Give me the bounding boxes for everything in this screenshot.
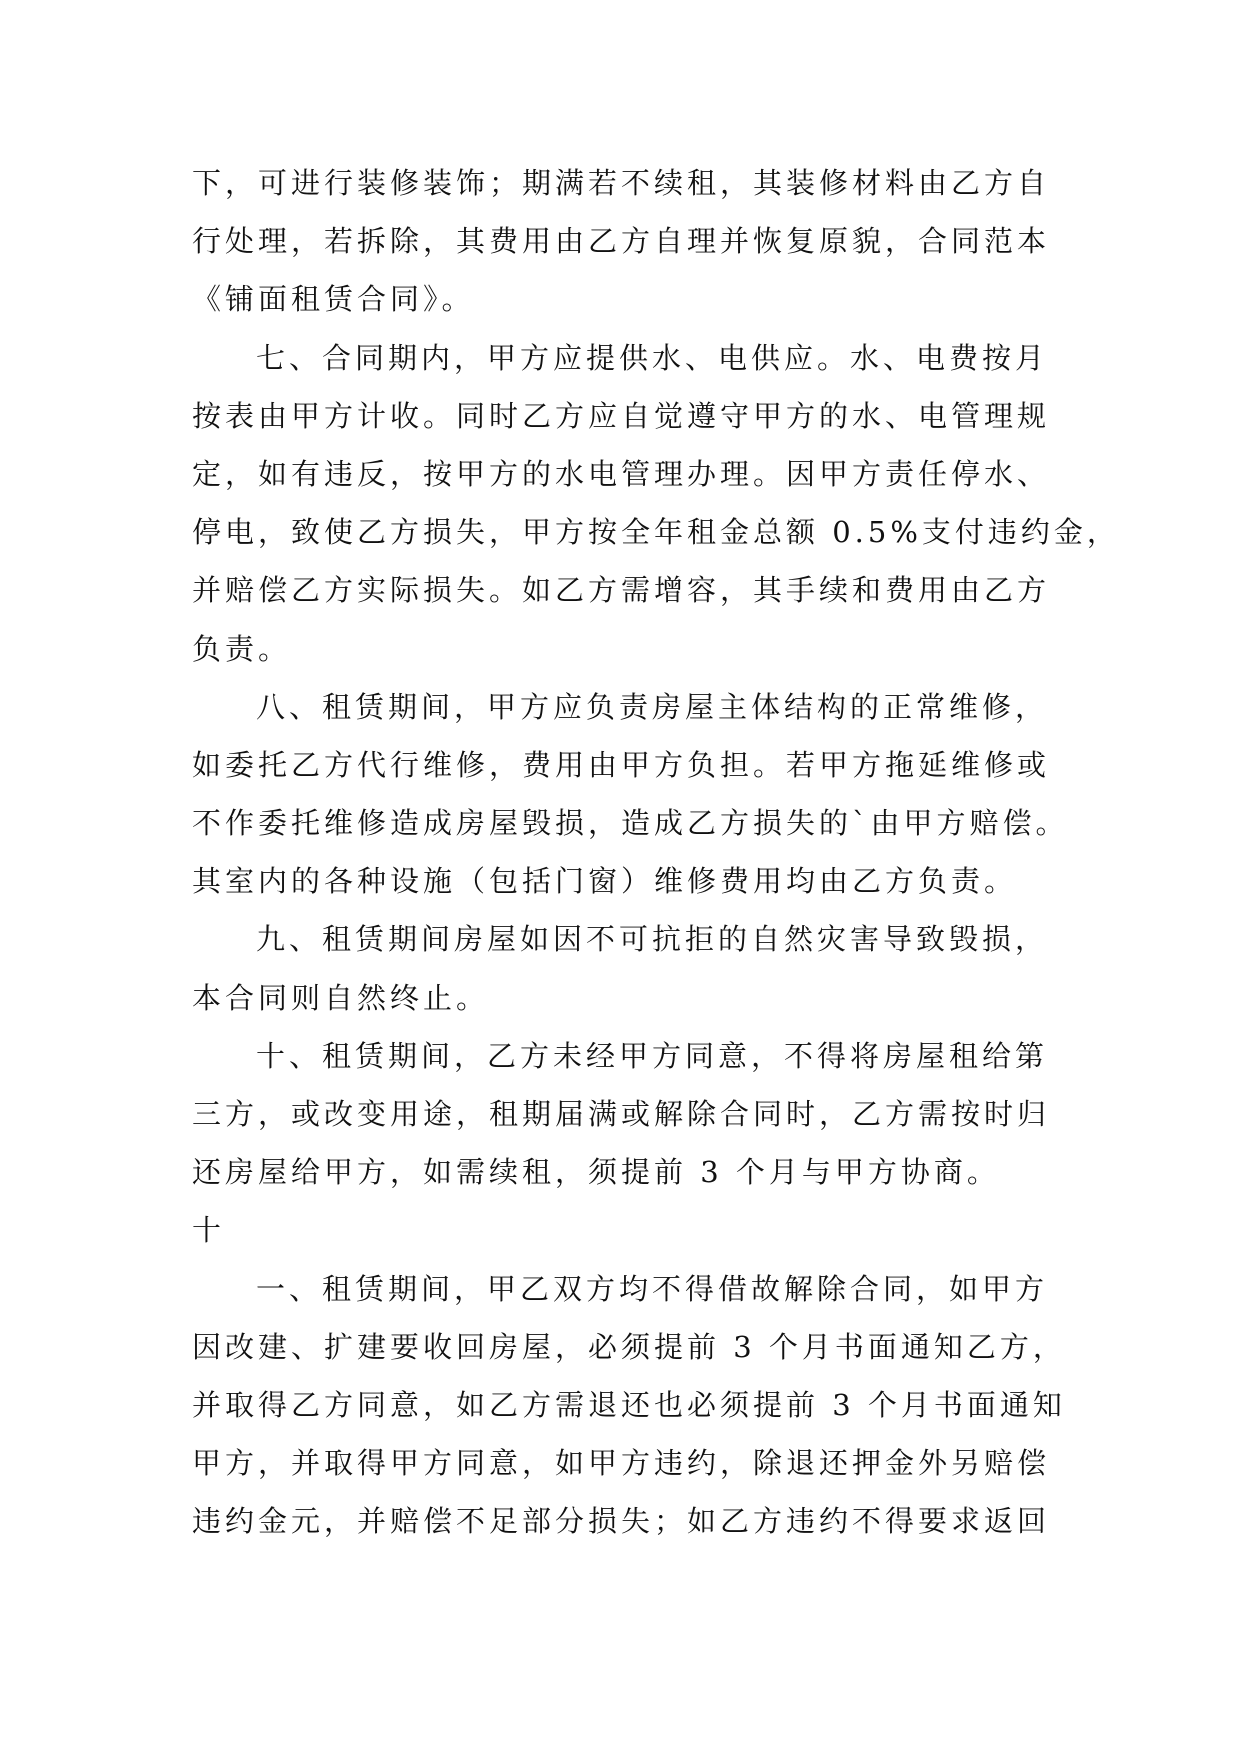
clause-7-heading-line: 七、合同期内，甲方应提供水、电供应。水、电费按月	[256, 340, 1049, 375]
text-line: 负责。	[192, 631, 292, 666]
text-line: 本合同则自然终止。	[192, 980, 490, 1015]
text-line: 下，可进行装修装饰；期满若不续租，其装修材料由乙方自	[192, 166, 1051, 200]
text-line: 行处理，若拆除，其费用由乙方自理并恢复原貌，合同范本	[192, 224, 1051, 259]
text-line: 停电，致使乙方损失，甲方按全年租金总额 0.5%支付违约金，	[192, 515, 1120, 550]
document-body	[192, 154, 1120, 1551]
text-line: 并赔偿乙方实际损失。如乙方需增容，其手续和费用由乙方	[192, 573, 1051, 608]
text-line: 如委托乙方代行维修，费用由甲方负担。若甲方拖延维修或	[192, 747, 1051, 782]
text-line: 定，如有违反，按甲方的水电管理办理。因甲方责任停水、	[192, 456, 1051, 491]
text-line: 违约金元，并赔偿不足部分损失；如乙方违约不得要求返回	[192, 1504, 1051, 1539]
text-line: 因改建、扩建要收回房屋，必须提前 3 个月书面通知乙方，	[192, 1329, 1066, 1364]
text-line: 甲方，并取得甲方同意，如甲方违约，除退还押金外另赔偿	[192, 1446, 1051, 1481]
text-line: 《铺面租赁合同》。	[192, 282, 475, 317]
clause-11-heading-line: 一、租赁期间，甲乙双方均不得借故解除合同，如甲方	[256, 1271, 1049, 1306]
text-line: 按表由甲方计收。同时乙方应自觉遵守甲方的水、电管理规	[192, 398, 1051, 433]
text-line: 不作委托维修造成房屋毁损，造成乙方损失的`由甲方赔偿。	[192, 806, 1069, 841]
text-line: 还房屋给甲方，如需续租，须提前 3 个月与甲方协商。	[192, 1155, 1000, 1190]
text-line: 三方，或改变用途，租期届满或解除合同时，乙方需按时归	[192, 1097, 1051, 1131]
clause-10-heading-line: 十、租赁期间，乙方未经甲方同意，不得将房屋租给第	[256, 1038, 1049, 1073]
text-line: 十	[192, 1213, 226, 1248]
clause-8-heading-line: 八、租赁期间，甲方应负责房屋主体结构的正常维修，	[256, 689, 1049, 724]
text-line: 并取得乙方同意，如乙方需退还也必须提前 3 个月书面通知	[192, 1387, 1066, 1422]
clause-9-heading-line: 九、租赁期间房屋如因不可抗拒的自然灾害导致毁损，	[256, 922, 1049, 957]
text-line: 其室内的各种设施（包括门窗）维修费用均由乙方负责。	[192, 864, 1018, 899]
